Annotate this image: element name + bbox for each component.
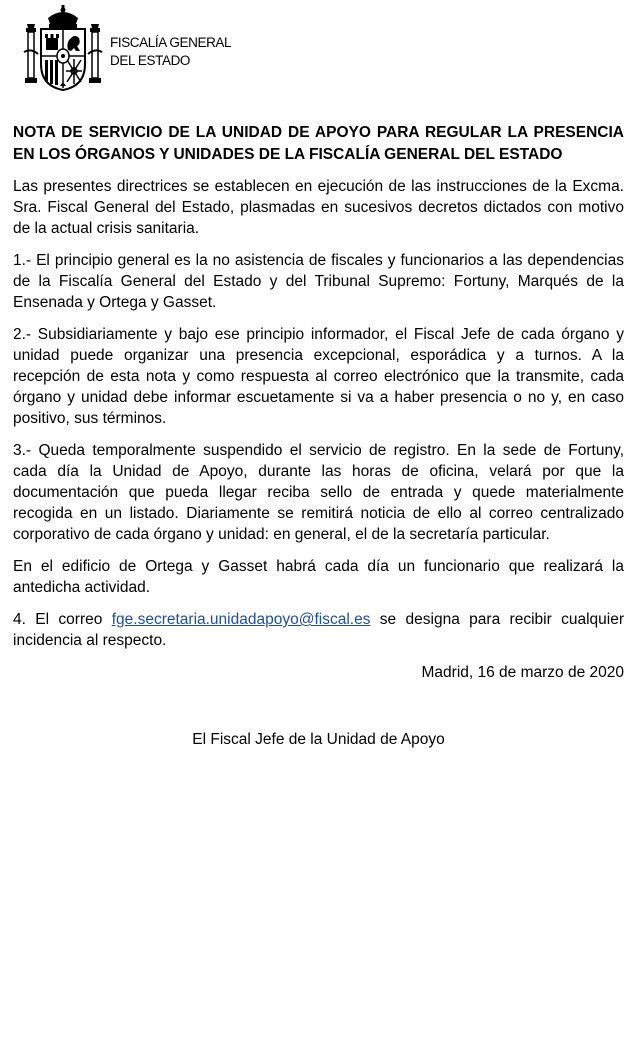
intro-paragraph: Las presentes directrices se establecen en ejecución de las instrucciones de la Excma. Sra. Fiscal General del Estado, plasmadas en sucesivos decretos dictados con motivo de la actual crisis sanitaria. bbox=[13, 178, 624, 237]
point-1-paragraph: 1.- El principio general es la no asistencia de fiscales y funcionarios a las dependencias de la Fiscalía General del Estado y del Tribunal Supremo: Fortuny, Marqués de la Ensenada y Ortega y Gasset. bbox=[13, 252, 624, 311]
point-4-suffix: se designa para recibir cualquier incidencia al respecto. bbox=[13, 611, 625, 649]
agency-name bbox=[110, 34, 231, 70]
spain-coat-of-arms-icon bbox=[22, 4, 104, 92]
signature-line: El Fiscal Jefe de la Unidad de Apoyo bbox=[192, 731, 445, 748]
agency-name-line2: DEL ESTADO bbox=[110, 53, 191, 68]
point-4-prefix: 4. El correo bbox=[13, 611, 112, 628]
point-4-paragraph bbox=[13, 609, 624, 651]
point-3-paragraph: 3.- Queda temporalmente suspendido el servicio de registro. En la sede de Fortuny, cada día la Unidad de Apoyo, durante las horas de oficina, velará por que la documentación que pueda llegar reciba sello de entrada y quede materialmente recogida en un listado. Diariamente se remitirá noticia de ello al correo centralizado corporativo de cada órgano y unidad: en general, el de la secretaría particular. bbox=[13, 442, 624, 543]
point-3-continuation-paragraph: En el edificio de Ortega y Gasset habrá cada día un funcionario que realizará la antedicha actividad. bbox=[13, 558, 624, 596]
letterhead bbox=[22, 4, 322, 94]
document-body bbox=[13, 122, 624, 761]
document-title: NOTA DE SERVICIO DE LA UNIDAD DE APOYO PARA REGULAR LA PRESENCIA EN LOS ÓRGANOS Y UNIDADES DE LA FISCALÍA GENERAL DEL ESTADO bbox=[13, 124, 624, 163]
agency-name-line1: FISCALÍA GENERAL bbox=[110, 35, 232, 50]
document-date: Madrid, 16 de marzo de 2020 bbox=[421, 664, 624, 681]
contact-email-link[interactable]: fge.secretaria.unidadapoyo@fiscal.es bbox=[111, 611, 371, 628]
point-2-paragraph: 2.- Subsidiariamente y bajo ese principio informador, el Fiscal Jefe de cada órgano y unidad puede organizar una presencia excepcional, esporádica y a turnos. A la recepción de esta nota y como respuesta al correo electrónico que la transmite, cada órgano y unidad debe informar escuetamente si va a haber presencia o no y, en caso positivo, sus términos. bbox=[13, 326, 624, 427]
